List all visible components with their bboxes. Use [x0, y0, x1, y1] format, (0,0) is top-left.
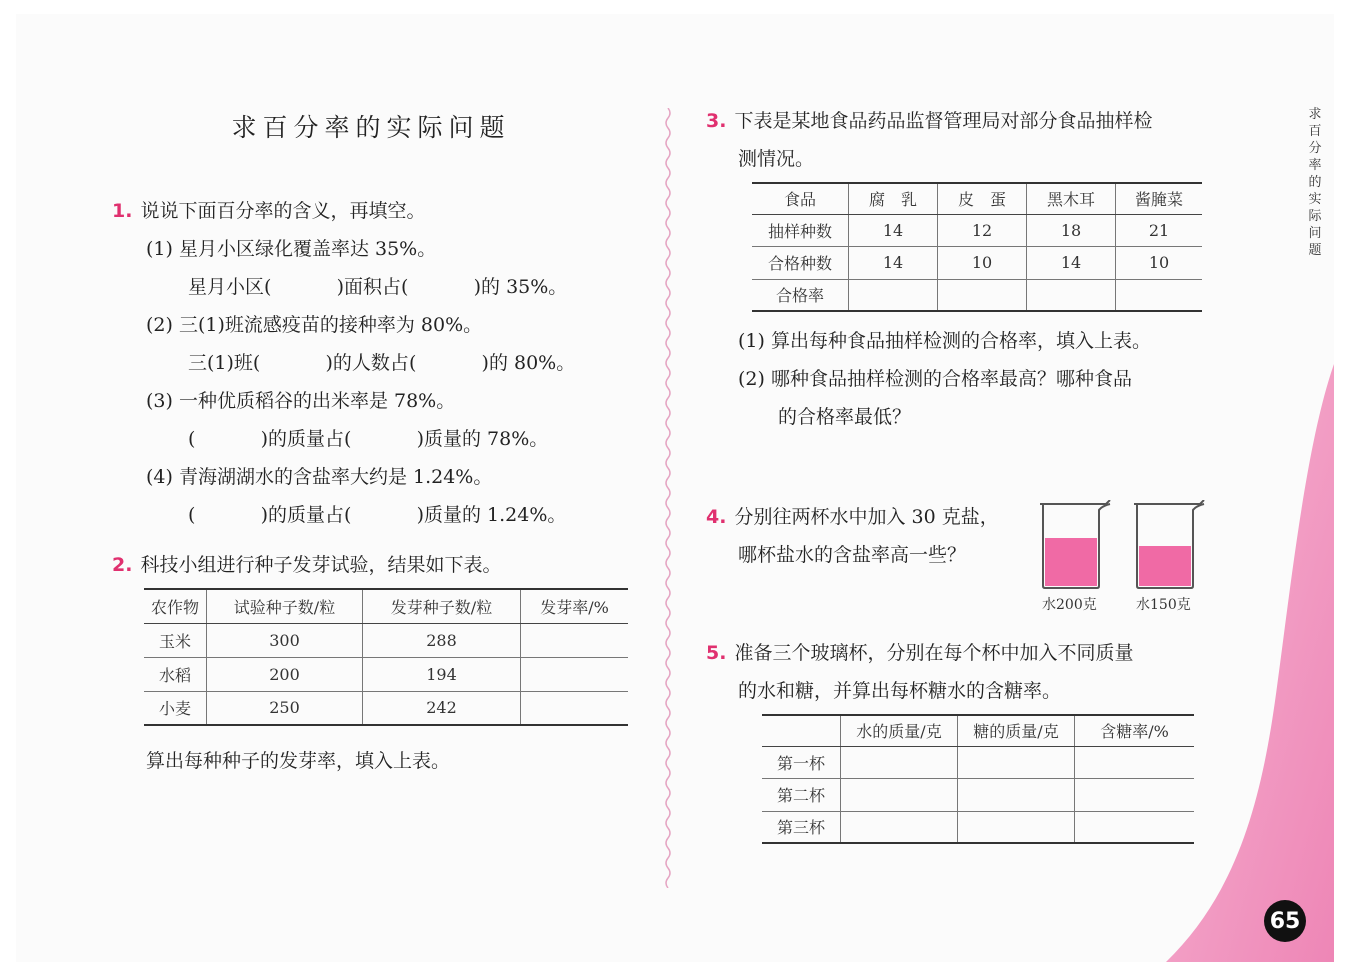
- q5-cell: 第一杯: [762, 746, 841, 778]
- q2-note: 算出每种种子的发芽率，填入上表。: [146, 750, 451, 772]
- q1-prompt-text: 说说下面百分率的含义，再填空。: [140, 200, 426, 222]
- beaker-1-label: 水200克: [1042, 597, 1097, 613]
- q3-header-cell: 皮 蛋: [938, 183, 1027, 214]
- q5-number: 5.: [706, 642, 727, 664]
- table-row: [144, 691, 628, 725]
- q2-header-cell: 发芽率/%: [521, 589, 629, 623]
- q1-item3-fill: [188, 424, 548, 451]
- q1-item1-statement: (1) 星月小区绿化覆盖率达 35%。: [146, 238, 437, 260]
- q2-cell: 200: [207, 657, 363, 691]
- q5-answer-cell[interactable]: [1075, 778, 1195, 811]
- q1-item4-mid: 的质量占: [268, 504, 345, 526]
- q5-header-cell: 糖的质量/克: [958, 715, 1075, 746]
- q5-answer-cell[interactable]: [1075, 746, 1195, 778]
- q1-item2-blank-2[interactable]: [409, 352, 489, 374]
- q3-cell: 14: [1027, 246, 1116, 279]
- q3-prompt-line2: 测情况。: [738, 148, 815, 170]
- q3-header-cell: 食品: [752, 183, 849, 214]
- q3-cell: 12: [938, 214, 1027, 246]
- q3-header-cell: 黑木耳: [1027, 183, 1116, 214]
- beaker-2-liquid: [1139, 546, 1191, 586]
- q1-item2-fill: [188, 348, 575, 375]
- q1-item1-pre: 星月小区: [188, 276, 265, 298]
- q3-cell: 合格种数: [752, 246, 849, 279]
- table-row: [752, 214, 1202, 246]
- q1-item4-blank-1[interactable]: [188, 504, 268, 526]
- side-chapter-title: [1304, 106, 1326, 259]
- beaker-2: [1130, 500, 1210, 592]
- table-row: [752, 246, 1202, 279]
- q1-item4-fill: [188, 500, 566, 527]
- q3-header-cell: 酱腌菜: [1116, 183, 1203, 214]
- q3-sub1: (1) 算出每种食品抽样检测的合格率，填入上表。: [738, 330, 1151, 352]
- q1-item4-post: 质量的 1.24%。: [424, 504, 567, 526]
- q2-cell: 242: [363, 691, 521, 725]
- q4-prompt-line2: 哪杯盐水的含盐率高一些？: [738, 544, 967, 566]
- q1-item1-blank-2[interactable]: [401, 276, 481, 298]
- table-row: [762, 811, 1194, 843]
- table-row: [144, 623, 628, 657]
- q1-item4-blank-2[interactable]: [344, 504, 424, 526]
- q5-header-cell: 水的质量/克: [841, 715, 958, 746]
- pink-corner-decoration: [1166, 364, 1334, 962]
- workbook-page: [16, 14, 1334, 962]
- q1-item2-statement: (2) 三(1)班流感疫苗的接种率为 80%。: [146, 314, 483, 336]
- q5-prompt-line1: 准备三个玻璃杯，分别在每个杯中加入不同质量: [734, 642, 1134, 664]
- q1-item4-statement: (4) 青海湖湖水的含盐率大约是 1.24%。: [146, 466, 493, 488]
- q4-prompt-line1: 分别往两杯水中加入 30 克盐，: [734, 506, 999, 528]
- q2-cell: 小麦: [144, 691, 207, 725]
- page-number: 65: [1264, 900, 1306, 942]
- q2-cell: 玉米: [144, 623, 207, 657]
- q2-answer-cell[interactable]: [521, 623, 629, 657]
- q3-header-cell: 腐 乳: [849, 183, 938, 214]
- q5-cell: 第二杯: [762, 778, 841, 811]
- q3-sub2-line2: 的合格率最低？: [778, 406, 912, 428]
- q1-item2-blank-1[interactable]: [253, 352, 333, 374]
- side-title-char: 百: [1308, 124, 1322, 139]
- side-title-char: 题: [1308, 243, 1322, 258]
- q3-prompt: [706, 106, 1152, 133]
- q4-prompt: [706, 502, 999, 529]
- q3-cell: 14: [849, 246, 938, 279]
- q2-header-cell: 发芽种子数/粒: [363, 589, 521, 623]
- q2-cell: 288: [363, 623, 521, 657]
- q1-item2-mid: 的人数占: [332, 352, 409, 374]
- q1-item3-mid: 的质量占: [268, 428, 345, 450]
- beaker-1: [1036, 500, 1116, 592]
- table-row: [762, 746, 1194, 778]
- q1-item2-pre: 三(1)班: [188, 352, 253, 374]
- q3-cell: 合格率: [752, 279, 849, 311]
- q3-sub2-line1: (2) 哪种食品抽样检测的合格率最高？哪种食品: [738, 368, 1132, 390]
- q1-item1-blank-1[interactable]: [264, 276, 344, 298]
- q2-prompt-text: 科技小组进行种子发芽试验，结果如下表。: [140, 554, 502, 576]
- side-title-char: 的: [1308, 175, 1322, 190]
- q3-number: 3.: [706, 110, 727, 132]
- table-row: [144, 657, 628, 691]
- q3-answer-cell[interactable]: [938, 279, 1027, 311]
- q2-cell: 水稻: [144, 657, 207, 691]
- q3-cell: 21: [1116, 214, 1203, 246]
- q5-answer-cell[interactable]: [841, 746, 958, 778]
- q1-item3-statement: (3) 一种优质稻谷的出米率是 78%。: [146, 390, 456, 412]
- q2-header-cell: 农作物: [144, 589, 207, 623]
- q2-answer-cell[interactable]: [521, 691, 629, 725]
- page-divider-wavy: [662, 108, 674, 888]
- q5-prompt: [706, 638, 1133, 665]
- q5-answer-cell[interactable]: [958, 746, 1075, 778]
- q3-food-table: [752, 182, 1202, 312]
- q4-number: 4.: [706, 506, 727, 528]
- q1-item3-post: 质量的 78%。: [424, 428, 549, 450]
- q1-item2-post: 的 80%。: [488, 352, 576, 374]
- page-title: 求百分率的实际问题: [231, 113, 511, 142]
- side-title-char: 问: [1308, 226, 1322, 241]
- q2-cell: 300: [207, 623, 363, 657]
- side-title-char: 实: [1308, 192, 1322, 207]
- table-row: [752, 279, 1202, 311]
- q5-answer-cell[interactable]: [958, 811, 1075, 843]
- q3-prompt-line1: 下表是某地食品药品监督管理局对部分食品抽样检: [734, 110, 1153, 132]
- q1-item3-blank-2[interactable]: [344, 428, 424, 450]
- q1-item1-mid: 面积占: [344, 276, 402, 298]
- q5-header-cell: [762, 715, 841, 746]
- beaker-2-label: 水150克: [1136, 597, 1191, 613]
- q5-cell: 第三杯: [762, 811, 841, 843]
- q3-cell: 抽样种数: [752, 214, 849, 246]
- q5-header-cell: 含糖率/%: [1075, 715, 1195, 746]
- q3-cell: 14: [849, 214, 938, 246]
- q1-item1-post: 的 35%。: [481, 276, 568, 298]
- q5-answer-cell[interactable]: [958, 778, 1075, 811]
- q3-cell: 10: [1116, 246, 1203, 279]
- q2-germination-table: [144, 588, 628, 726]
- side-title-char: 分: [1308, 141, 1322, 156]
- q1-prompt: [112, 196, 425, 223]
- q2-header-cell: 试验种子数/粒: [207, 589, 363, 623]
- q2-cell: 250: [207, 691, 363, 725]
- table-row: [762, 778, 1194, 811]
- q5-answer-cell[interactable]: [841, 778, 958, 811]
- q5-answer-cell[interactable]: [841, 811, 958, 843]
- q2-answer-cell[interactable]: [521, 657, 629, 691]
- beaker-1-liquid: [1045, 538, 1097, 586]
- q3-answer-cell[interactable]: [849, 279, 938, 311]
- side-title-char: 求: [1308, 107, 1322, 122]
- q2-cell: 194: [363, 657, 521, 691]
- q5-prompt-line2: 的水和糖，并算出每杯糖水的含糖率。: [738, 680, 1062, 702]
- q1-item1-fill: [188, 272, 567, 299]
- q1-number: 1.: [112, 200, 133, 222]
- q3-cell: 10: [938, 246, 1027, 279]
- q3-answer-cell[interactable]: [1116, 279, 1203, 311]
- side-title-char: 率: [1308, 158, 1322, 173]
- q2-number: 2.: [112, 554, 133, 576]
- q5-sugar-table: [762, 714, 1194, 844]
- side-title-char: 际: [1308, 209, 1322, 224]
- q3-cell: 18: [1027, 214, 1116, 246]
- q1-item3-blank-1[interactable]: [188, 428, 268, 450]
- q2-prompt: [112, 550, 501, 577]
- q5-answer-cell[interactable]: [1075, 811, 1195, 843]
- q3-answer-cell[interactable]: [1027, 279, 1116, 311]
